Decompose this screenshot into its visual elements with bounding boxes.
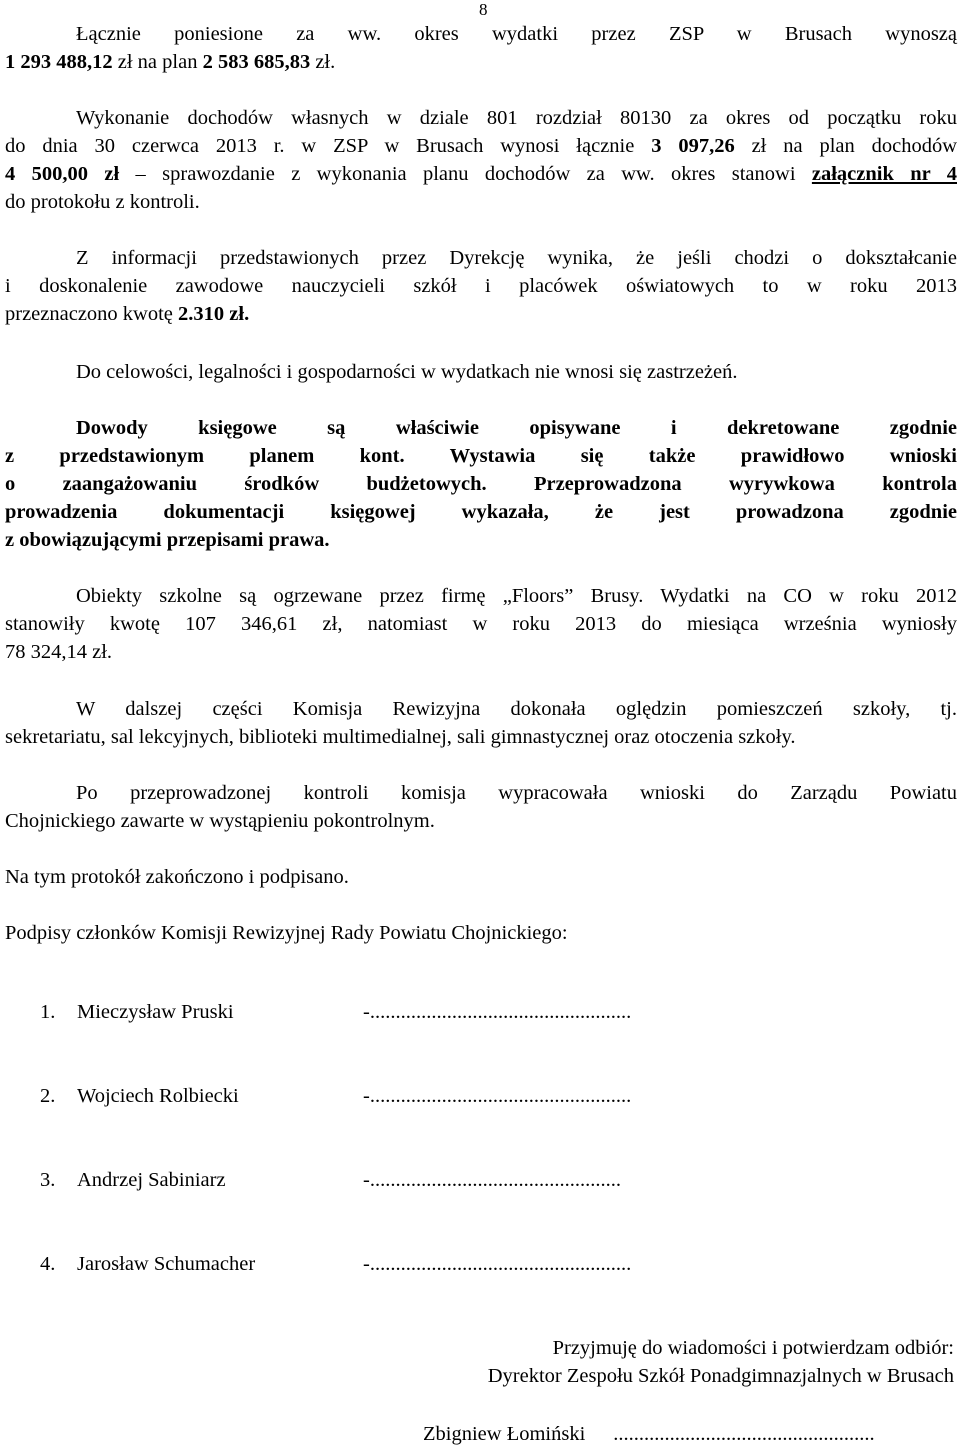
director-title: Dyrektor Zespołu Szkół Ponadgimnazjalnych w Brusach	[487, 1365, 954, 1387]
signature-number: 3.	[40, 1169, 56, 1191]
text-line: z przedstawionym planem kont. Wystawia się także prawidłowo wnioski	[5, 445, 957, 467]
signature-row	[40, 998, 631, 1026]
signature-line: -...................................................	[363, 1253, 632, 1275]
signature-row	[40, 1250, 631, 1278]
paragraph-closing	[5, 863, 957, 891]
paragraph-expenses	[5, 20, 957, 76]
text-line	[5, 48, 957, 76]
paragraph-conclusions	[5, 779, 957, 835]
text-fragment: zł na plan dochodów	[734, 135, 958, 157]
text-line: Chojnickiego zawarte w wystąpieniu pokontrolnym.	[5, 810, 435, 832]
text-line: Na tym protokół zakończono i podpisano.	[5, 866, 349, 888]
acknowledgement-line: Przyjmuję do wiadomości i potwierdzam odbiór:	[552, 1337, 954, 1359]
text-line: Obiekty szkolne są ogrzewane przez firmę „Floors” Brusy. Wydatki na CO w roku 2012	[76, 585, 957, 607]
text-line: stanowiły kwotę 107 346,61 zł, natomiast w roku 2013 do miesiąca września wyniosły	[5, 613, 957, 635]
signature-line: -.................................................	[363, 1169, 621, 1191]
signature-number: 4.	[40, 1253, 56, 1275]
text-fragment: przeznaczono kwotę	[5, 303, 179, 325]
signatory-name: Andrzej Sabiniarz	[77, 1169, 226, 1191]
signature-row	[40, 1082, 631, 1110]
text-line: Podpisy członków Komisji Rewizyjnej Rady Powiatu Chojnickiego:	[5, 922, 568, 944]
director-name: Zbigniew Łomiński	[423, 1423, 586, 1445]
text-fragment: – sprawozdanie z wykonania planu dochodów za ww. okres stanowi	[119, 163, 812, 185]
income-amount: 3 097,26	[651, 135, 735, 157]
signatory-name: Mieczysław Pruski	[77, 1001, 234, 1023]
text-line: Po przeprowadzonej kontroli komisja wypracowała wnioski do Zarządu Powiatu	[76, 782, 957, 804]
signature-row	[40, 1166, 621, 1194]
text-line: 78 324,14 zł.	[5, 641, 113, 663]
signature-line: ...................................................	[613, 1423, 875, 1445]
paragraph-no-objections	[5, 358, 957, 386]
text-fragment: do dnia 30 czerwca 2013 r. w ZSP w Brusach wynosi łącznie	[5, 135, 652, 157]
paragraph-accounting	[5, 414, 957, 554]
text-line: sekretariatu, sal lekcyjnych, biblioteki multimedialnej, sali gimnastycznej oraz otoczenia szkoły.	[5, 726, 796, 748]
signature-line: -...................................................	[363, 1085, 632, 1107]
text-line	[5, 132, 957, 160]
text-fragment: zł na plan	[112, 51, 203, 73]
plan-amount: 2 583 685,83	[202, 51, 311, 73]
text-line	[5, 300, 957, 328]
page-number: 8	[479, 0, 488, 19]
text-line	[5, 160, 957, 188]
income-plan-amount: 4 500,00 zł	[5, 163, 120, 185]
text-line: Dowody księgowe są właściwie opisywane i dekretowane zgodnie	[76, 417, 957, 439]
text-line: prowadzenia dokumentacji księgowej wykazała, że jest prowadzona zgodnie	[5, 501, 957, 523]
text-line: i doskonalenie zawodowe nauczycieli szkół i placówek oświatowych to w roku 2013	[5, 275, 957, 297]
text-line: Z informacji przedstawionych przez Dyrekcję wynika, że jeśli chodzi o dokształcanie	[76, 247, 957, 269]
paragraph-income	[5, 104, 957, 216]
signatory-name: Jarosław Schumacher	[77, 1253, 256, 1275]
paragraph-inspection	[5, 695, 957, 751]
text-line: W dalszej części Komisja Rewizyjna dokonała oględzin pomieszczeń szkoły, tj.	[76, 698, 957, 720]
text-fragment: zł.	[310, 51, 336, 73]
expenses-amount: 1 293 488,12	[5, 51, 113, 73]
attachment-reference: załącznik nr 4	[811, 163, 957, 185]
text-line: o zaangażowaniu środków budżetowych. Przeprowadzona wyrywkowa kontrola	[5, 473, 957, 495]
text-line: Do celowości, legalności i gospodarności w wydatkach nie wnosi się zastrzeżeń.	[76, 361, 738, 383]
director-signature	[423, 1420, 875, 1448]
text-line: do protokołu z kontroli.	[5, 191, 200, 213]
text-line: Wykonanie dochodów własnych w dziale 801 rozdział 80130 za okres od początku roku	[76, 107, 957, 129]
text-line: Łącznie poniesione za ww. okres wydatki przez ZSP w Brusach wynoszą	[76, 23, 957, 45]
signature-number: 1.	[40, 1001, 56, 1023]
signatures-heading	[5, 919, 957, 947]
signature-line: -...................................................	[363, 1001, 632, 1023]
text-line: z obowiązującymi przepisami prawa.	[5, 529, 330, 551]
training-amount: 2.310 zł.	[178, 303, 250, 325]
paragraph-training	[5, 244, 957, 328]
paragraph-heating	[5, 582, 957, 666]
signature-number: 2.	[40, 1085, 56, 1107]
signatory-name: Wojciech Rolbiecki	[77, 1085, 239, 1107]
